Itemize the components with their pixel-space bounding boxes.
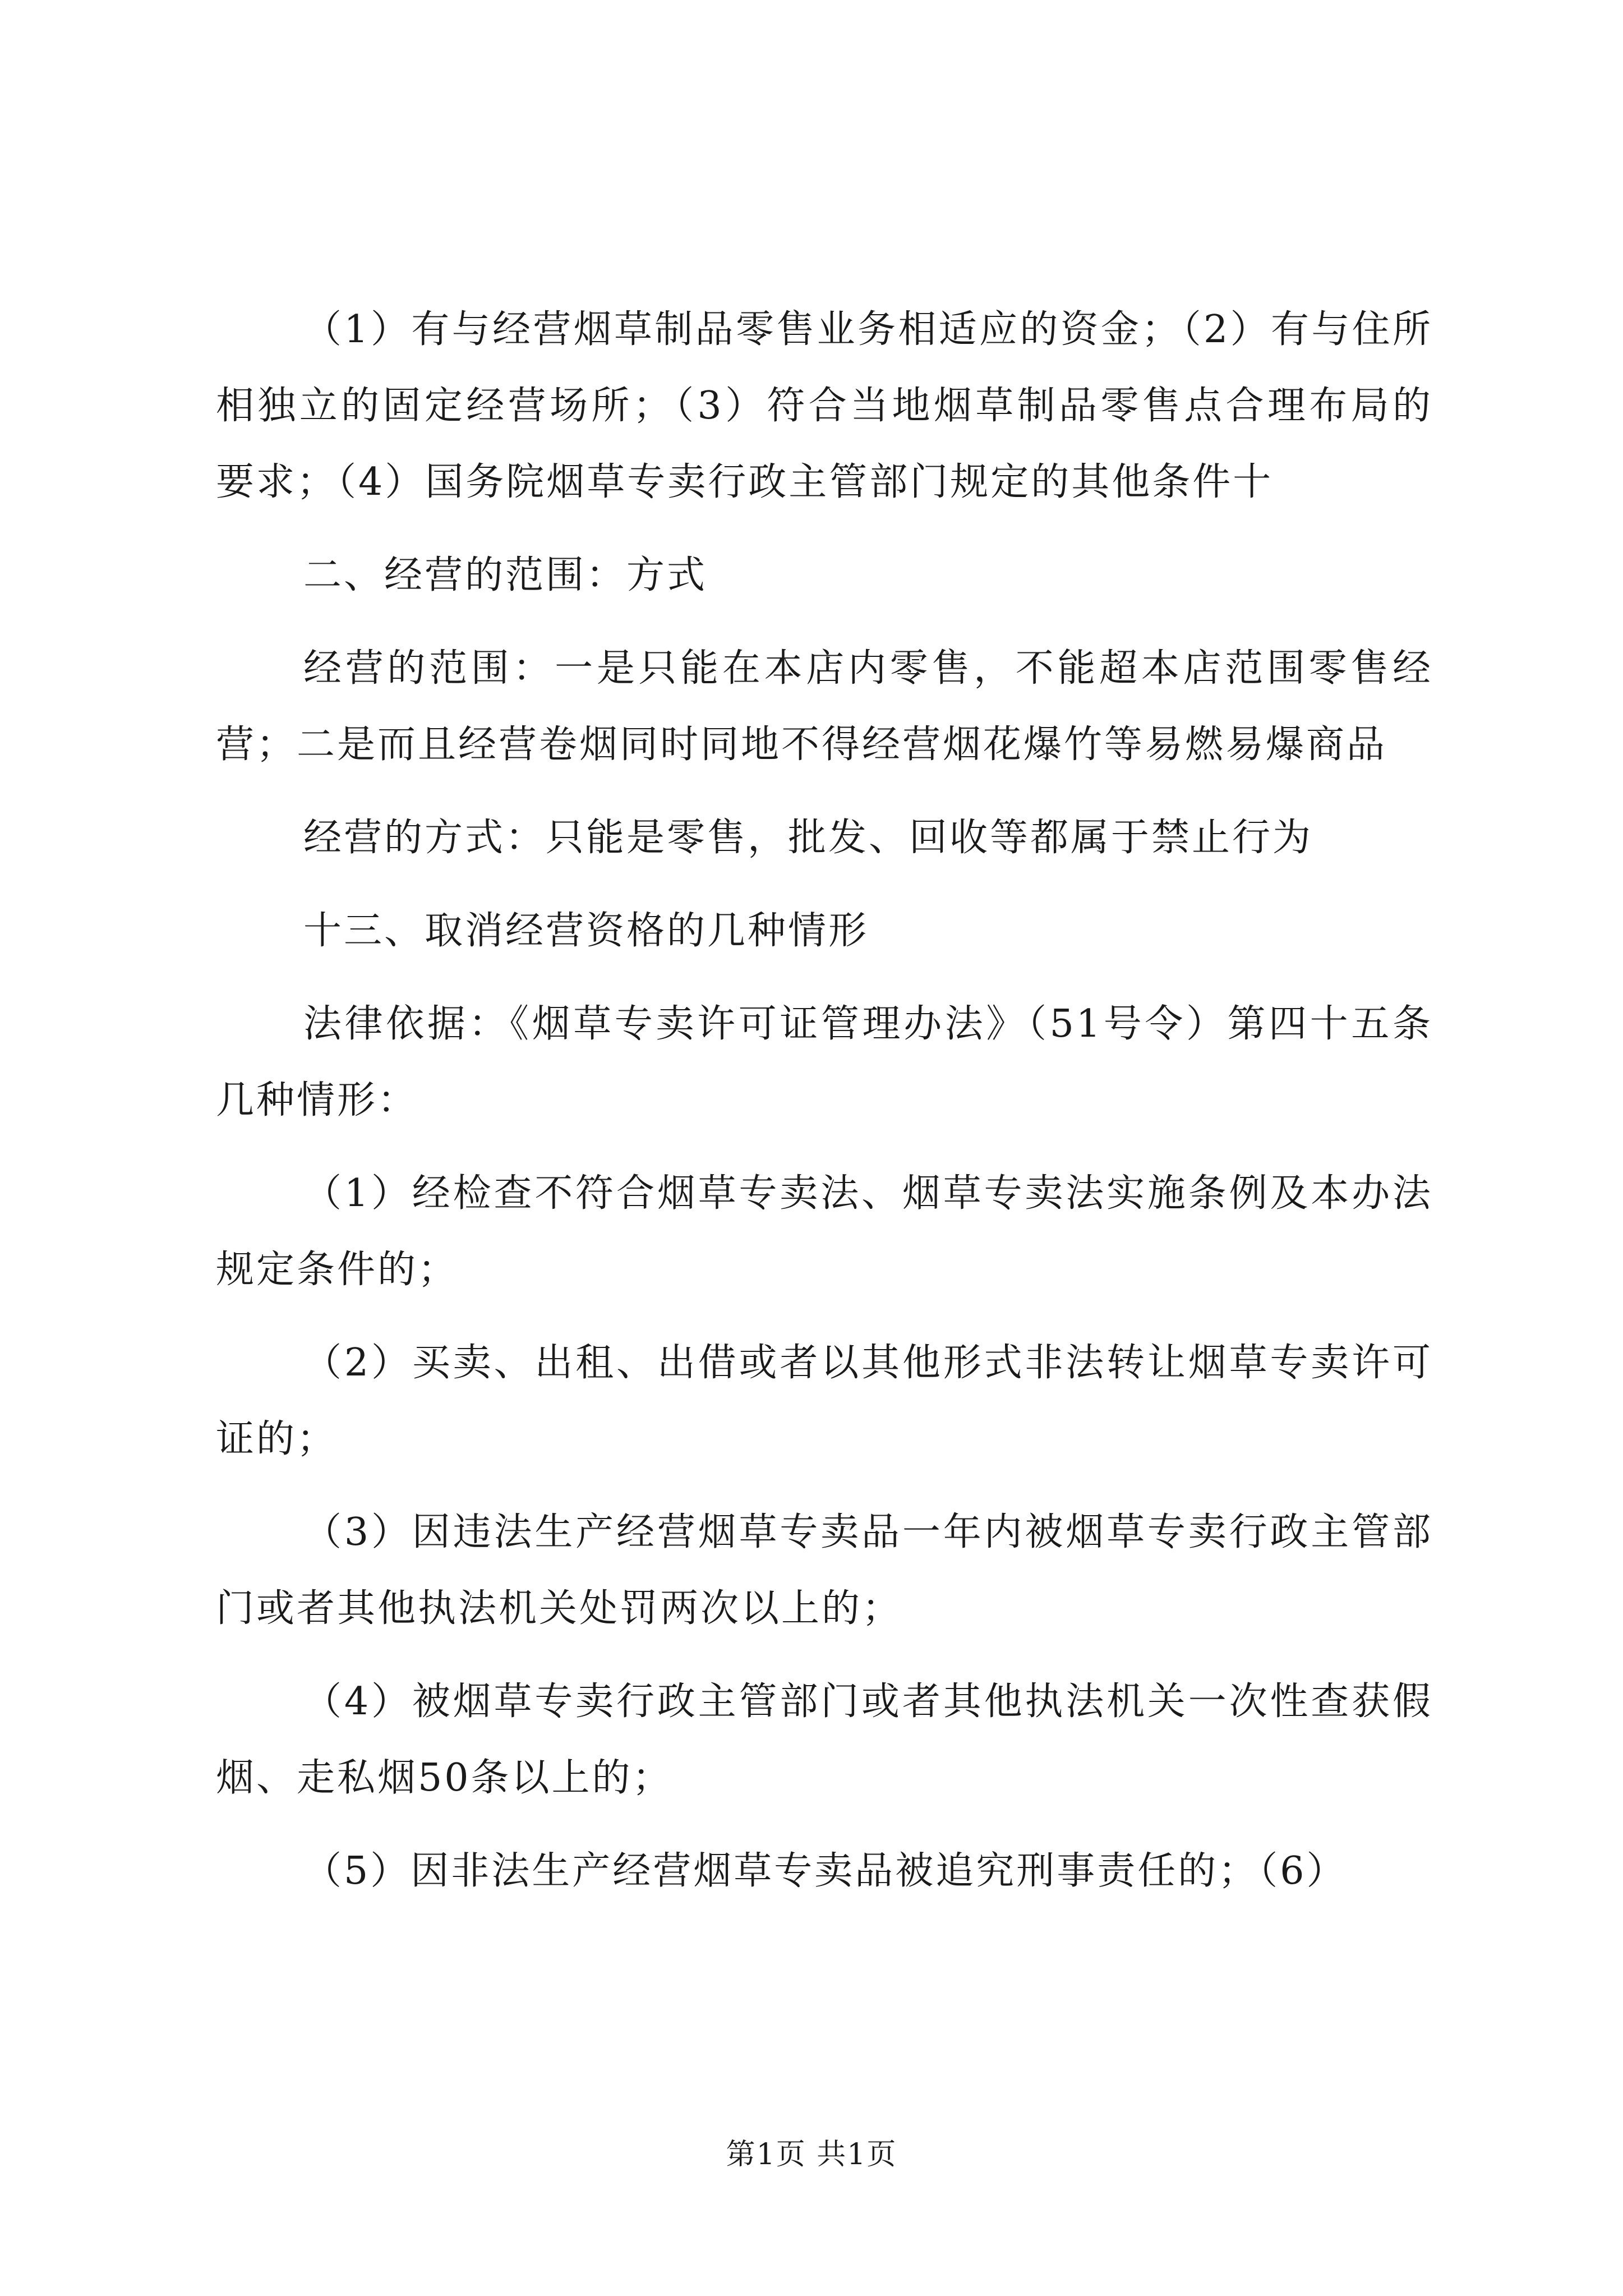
page-footer: 第1页 共1页 <box>726 2138 897 2171</box>
paragraph-conditions: （1）有与经营烟草制品零售业务相适应的资金；（2）有与住所相独立的固定经营场所；（3）符合当地烟草制品零售点合理布局的要求；（4）国务院烟草专卖行政主管部门规定的其他条件十 <box>216 307 1433 504</box>
list-item-5: （5）因非法生产经营烟草专卖品被追究刑事责任的；（6） <box>303 1849 1347 1893</box>
list-item-3: （3）因违法生产经营烟草专卖品一年内被烟草专卖行政主管部门或者其他执法机关处罚两次以上的； <box>216 1510 1433 1631</box>
list-item-4: （4）被烟草专卖行政主管部门或者其他执法机关一次性查获假烟、走私烟50条以上的； <box>216 1680 1433 1800</box>
heading-scope-and-method: 二、经营的范围：方式 <box>303 553 708 597</box>
list-item-1: （1）经检查不符合烟草专卖法、烟草专卖法实施条例及本办法规定条件的； <box>216 1171 1433 1292</box>
paragraph-method: 经营的方式：只能是零售，批发、回收等都属于禁止行为 <box>303 816 1313 860</box>
document-body <box>216 292 1433 1926</box>
paragraph-legal-basis: 法律依据：《烟草专卖许可证管理办法》（51号令）第四十五条几种情形： <box>216 1002 1433 1122</box>
list-item-2: （2）买卖、出租、出借或者以其他形式非法转让烟草专卖许可证的； <box>216 1341 1433 1461</box>
heading-revocation: 十三、取消经营资格的几种情形 <box>303 909 869 953</box>
paragraph-scope: 经营的范围：一是只能在本店内零售，不能超本店范围零售经营；二是而且经营卷烟同时同地不得经营烟花爆竹等易燃易爆商品 <box>216 646 1433 767</box>
